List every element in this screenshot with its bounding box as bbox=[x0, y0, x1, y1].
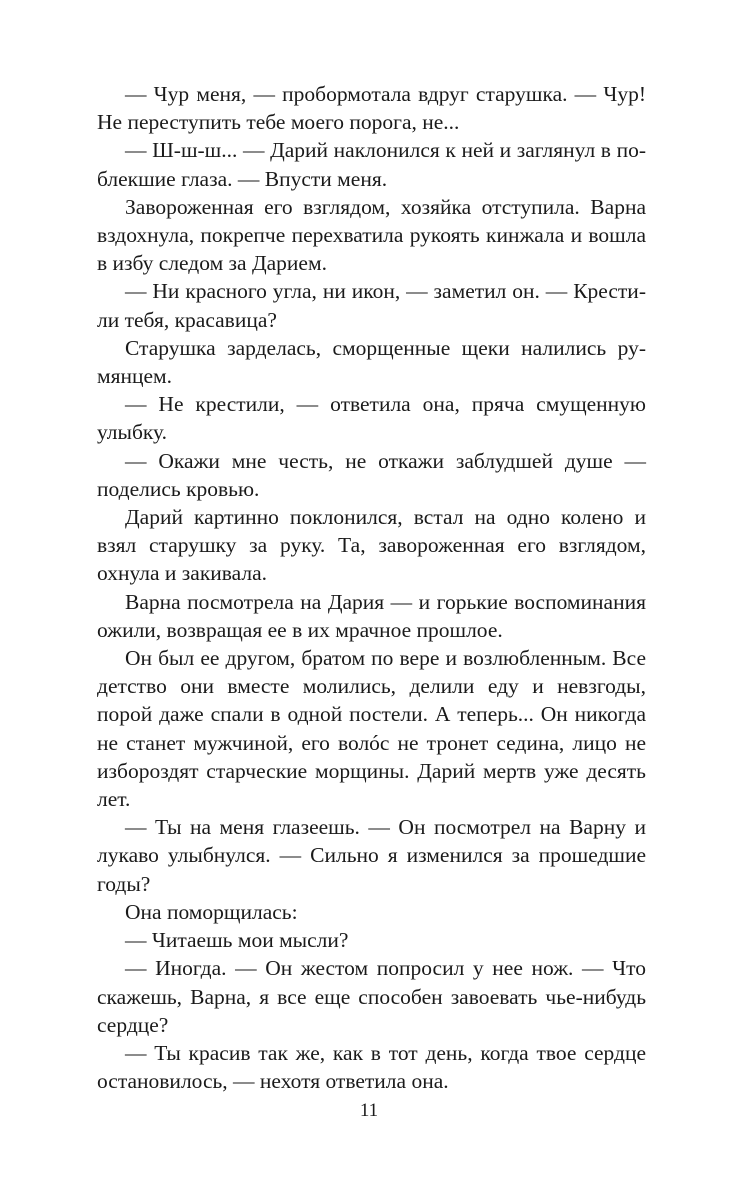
page-body bbox=[97, 80, 646, 1095]
paragraph: — Не крестили, — ответила она, пряча смущенную улыбку. bbox=[97, 392, 646, 445]
paragraph: — Ш-ш-ш... — Дарий наклонился к ней и заглянул в поблекшие глаза. — Впусти меня. bbox=[97, 138, 646, 191]
paragraph: Варна посмотрела на Дария — и горькие воспоминания ожили, возвращая ее в их мрачное прошлое. bbox=[97, 589, 646, 642]
paragraph: — Иногда. — Он жестом попросил у нее нож. — Что скажешь, Варна, я все еще способен завоевать чье-нибудь сердце? bbox=[97, 956, 646, 1037]
paragraph: Она поморщилась: bbox=[125, 899, 298, 924]
paragraph: — Ты красив так же, как в тот день, когда твое сердце остановилось, — нехотя ответила она. bbox=[97, 1040, 646, 1094]
paragraph: — Ни красного угла, ни икон, — заметил он. — Крестили тебя, красавица? bbox=[97, 279, 646, 332]
paragraph: Завороженная его взглядом, хозяйка отступила. Варна вздохнула, покрепче перехватила рукоять кинжала и вошла в избу следом за Дарием. bbox=[97, 194, 646, 276]
page-number: 11 bbox=[359, 1100, 379, 1121]
paragraph: Он был ее другом, братом по вере и возлюбленным. Все детство они вместе молились, делили еду и невзгоды, порой даже спали в одной постели. А теперь... Он никогда не станет мужчиной, его волóс не тронет седина, лицо не избороздят старческие морщины. Дарий мертв уже десять лет. bbox=[97, 646, 646, 812]
paragraph: Старушка зарделась, сморщенные щеки налились румянцем. bbox=[97, 335, 646, 389]
paragraph: — Окажи мне честь, не откажи заблудшей душе — поделись кровью. bbox=[97, 448, 646, 501]
paragraph: — Ты на меня глазеешь. — Он посмотрел на Варну и лукаво улыбнулся. — Сильно я изменился за прошедшие годы? bbox=[97, 815, 646, 896]
paragraph: — Читаешь мои мысли? bbox=[125, 928, 349, 953]
paragraph: Дарий картинно поклонился, встал на одно колено и взял старушку за руку. Та, завороженная его взглядом, охнула и закивала. bbox=[97, 505, 646, 586]
paragraph: — Чур меня, — пробормотала вдруг старушка. — Чур! Не переступить тебе моего порога, не... bbox=[97, 82, 646, 135]
